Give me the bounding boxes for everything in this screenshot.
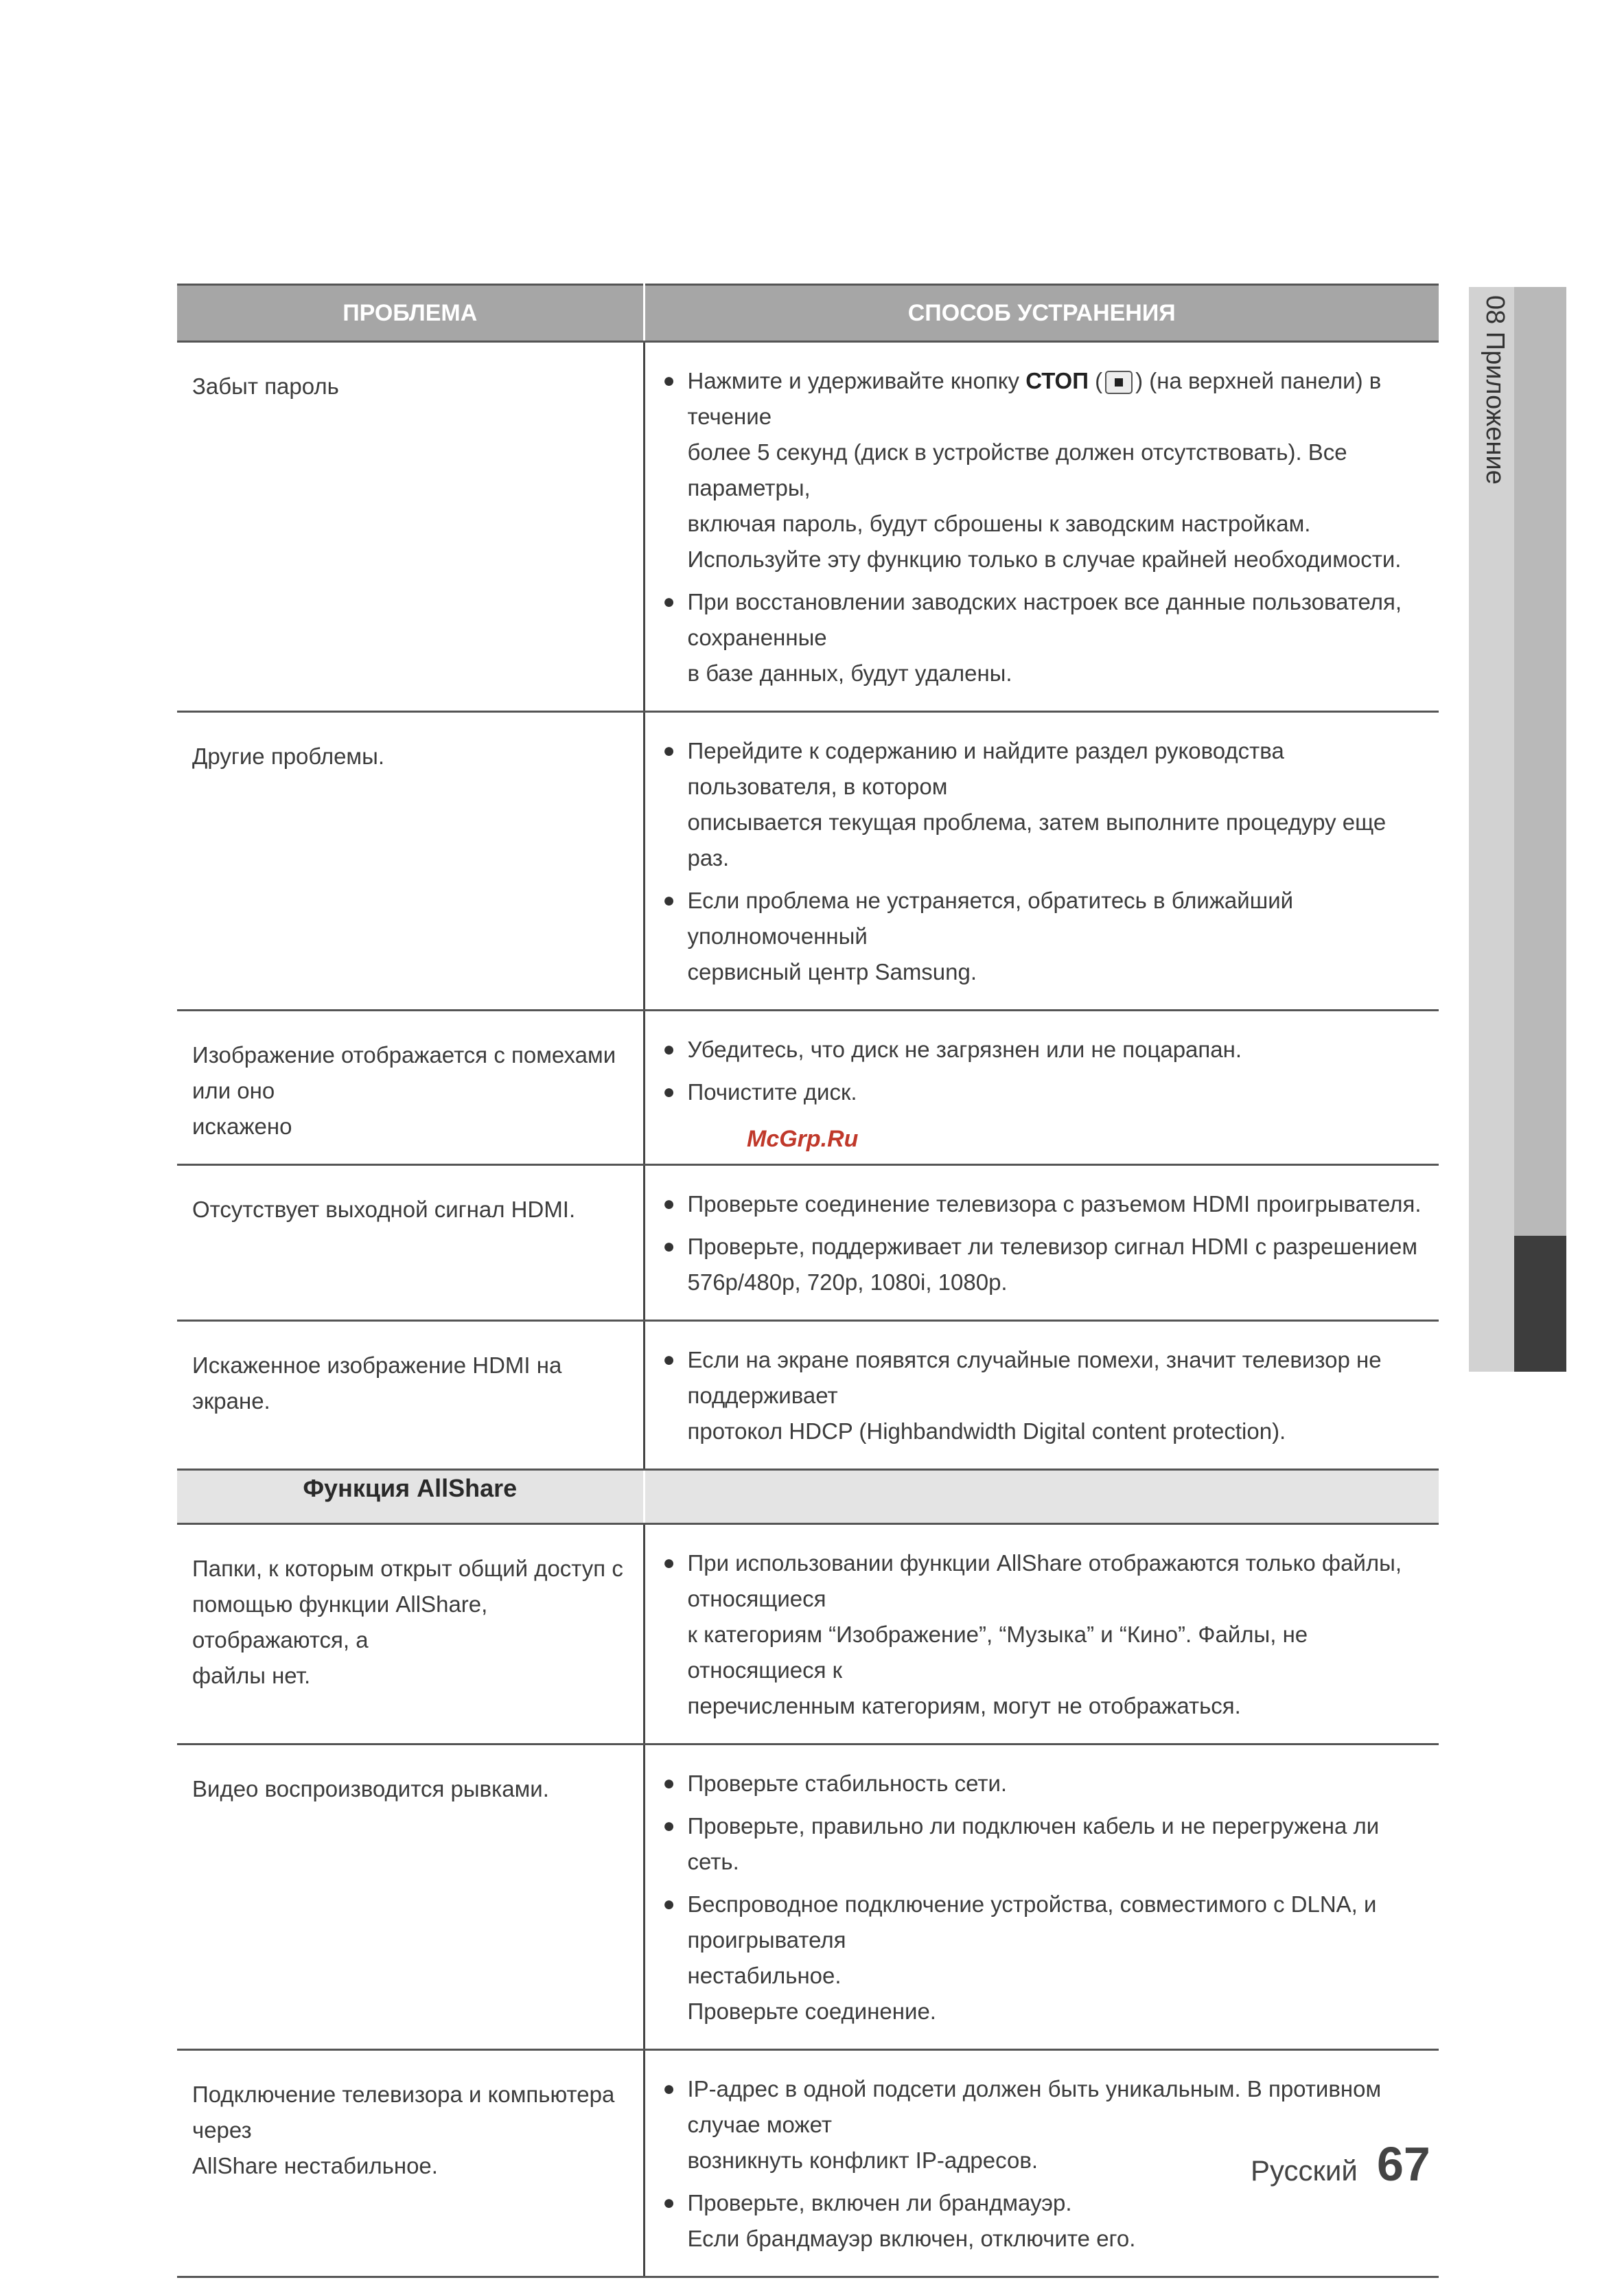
problem-text: Подключение телевизора и компьютера через (192, 2082, 615, 2143)
problem-cell (177, 342, 644, 712)
solution-text: Проверьте соединение. (687, 1999, 936, 2024)
solution-cell (644, 1165, 1439, 1321)
footer-language: Русский (1251, 2154, 1358, 2187)
problem-text: Изображение отображается с помехами или оно (192, 1042, 616, 1103)
solution-list (663, 1186, 1432, 1300)
solution-text: в базе данных, будут удалены. (687, 660, 1012, 686)
table-row (177, 1321, 1439, 1470)
table-row (177, 712, 1439, 1011)
problem-cell (177, 2050, 644, 2277)
solution-item (663, 1074, 1432, 1110)
table-row (177, 1165, 1439, 1321)
bullet-icon: ● (662, 1038, 675, 1061)
bullet-icon: ● (662, 1235, 675, 1258)
solution-text: возникнуть конфликт IP-адресов. (687, 2147, 1039, 2173)
solution-cell (644, 712, 1439, 1011)
problem-text: Искаженное изображение HDMI на экране. (192, 1352, 562, 1414)
solution-cell (644, 1321, 1439, 1470)
solution-text: Нажмите и удерживайте кнопку (687, 368, 1020, 393)
troubleshooting-table-wrapper (177, 284, 1439, 2278)
solution-text: к категориям “Изображение”, “Музыка” и “Кино”. Файлы, не относящиеся к (687, 1622, 1308, 1683)
problem-cell (177, 1524, 644, 1744)
solution-list (663, 733, 1432, 990)
solution-text: перечисленным категориям, могут не отображаться. (687, 1693, 1241, 1718)
bullet-icon: ● (662, 2191, 675, 2214)
solution-cell (644, 1744, 1439, 2050)
solution-text: Используйте эту функцию только в случае крайней необходимости. (687, 546, 1402, 572)
solution-item (663, 733, 1432, 876)
solution-text: При восстановлении заводских настроек все данные пользователя, сохраненные (687, 589, 1402, 650)
solution-item (663, 1229, 1432, 1300)
solution-item (663, 2185, 1432, 2257)
paren-open: ( (1095, 368, 1103, 393)
chapter-tab-marker (1514, 1236, 1566, 1372)
table-body (177, 342, 1439, 2277)
solution-text: Проверьте, включен ли брандмауэр. (687, 2190, 1072, 2215)
solution-text: описывается текущая проблема, затем выполните процедуру еще раз. (687, 809, 1387, 871)
troubleshooting-table (177, 284, 1439, 2278)
solution-text: Почистите диск. (687, 1079, 857, 1105)
solution-text: Перейдите к содержанию и найдите раздел руководства пользователя, в котором (687, 738, 1284, 799)
bullet-icon: ● (662, 590, 675, 613)
problem-text: Видео воспроизводится рывками. (192, 1776, 549, 1801)
solution-item (663, 1808, 1432, 1880)
solution-list (663, 1766, 1432, 2029)
solution-text: нестабильное. (687, 1963, 842, 1988)
solution-list (663, 363, 1432, 691)
problem-text: AllShare нестабильное. (192, 2153, 438, 2178)
problem-text: файлы нет. (192, 1663, 311, 1688)
problem-text: Папки, к которым открыт общий доступ с (192, 1556, 623, 1581)
solution-text: протокол HDCP (Highbandwidth Digital content protection). (687, 1418, 1286, 1444)
solution-text: Проверьте стабильность сети. (687, 1771, 1008, 1796)
watermark: McGrp.Ru (747, 1126, 859, 1152)
solution-text: 576p/480p, 720p, 1080i, 1080p. (687, 1269, 1008, 1295)
solution-text: Проверьте соединение телевизора с разъемом HDMI проигрывателя. (687, 1191, 1422, 1217)
solution-text: Убедитесь, что диск не загрязнен или не поцарапан. (687, 1037, 1242, 1062)
bullet-icon: ● (662, 1552, 675, 1574)
solution-column-header: СПОСОБ УСТРАНЕНИЯ (644, 285, 1439, 342)
problem-cell (177, 1011, 644, 1165)
solution-list (663, 1032, 1432, 1110)
solution-text: сервисный центр Samsung. (687, 959, 977, 984)
bullet-icon: ● (662, 1193, 675, 1215)
solution-text: Проверьте, правильно ли подключен кабель и не перегружена ли сеть. (687, 1813, 1380, 1874)
table-row (177, 1744, 1439, 2050)
solution-text: IP-адрес в одной подсети должен быть уникальным. В противном случае может (687, 2076, 1382, 2137)
solution-text: включая пароль, будут сброшены к заводским настройкам. (687, 511, 1311, 536)
solution-item (663, 1032, 1432, 1068)
bullet-icon: ● (662, 369, 675, 392)
section-header-row (177, 1470, 1439, 1524)
section-spacer (644, 1470, 1439, 1524)
bullet-icon: ● (662, 1772, 675, 1795)
solution-text: Беспроводное подключение устройства, совместимого с DLNA, и проигрывателя (687, 1891, 1377, 1953)
table-row (177, 342, 1439, 712)
problem-cell (177, 1165, 644, 1321)
stop-icon (1105, 371, 1133, 394)
solution-text-suffix: ) (на верхней панели) в течение (687, 368, 1382, 429)
solution-item (663, 1545, 1432, 1724)
bullet-icon: ● (662, 889, 675, 912)
chapter-tab-shade (1514, 287, 1566, 1236)
problem-text: Другие проблемы. (192, 744, 385, 769)
solution-text-with-stop (688, 363, 1432, 435)
solution-item (663, 584, 1432, 691)
problem-column-header: ПРОБЛЕМА (177, 285, 644, 342)
problem-cell (177, 1321, 644, 1470)
solution-item (663, 1186, 1432, 1222)
page-number: 67 (1377, 2137, 1430, 2191)
solution-list (663, 1545, 1432, 1724)
problem-text: помощью функции AllShare, отображаются, а (192, 1591, 488, 1653)
solution-cell (644, 342, 1439, 712)
table-header-row (177, 285, 1439, 342)
stop-button-label: СТОП (1025, 368, 1089, 393)
bullet-icon: ● (662, 1081, 675, 1103)
solution-list (663, 1342, 1432, 1449)
solution-item (663, 1887, 1432, 2029)
solution-item (663, 363, 1432, 577)
solution-item (663, 1342, 1432, 1449)
solution-item (663, 883, 1432, 990)
problem-text: искажено (192, 1114, 292, 1139)
problem-cell (177, 712, 644, 1011)
solution-text: Если брандмауэр включен, отключите его. (687, 2226, 1136, 2251)
bullet-icon: ● (662, 1348, 675, 1371)
solution-text: более 5 секунд (диск в устройстве должен отсутствовать). Все параметры, (687, 439, 1347, 500)
chapter-label: 08 Приложение (1481, 295, 1509, 485)
solution-cell (644, 1524, 1439, 1744)
table-row (177, 2050, 1439, 2277)
solution-text: Проверьте, поддерживает ли телевизор сигнал HDMI с разрешением (687, 1234, 1418, 1259)
solution-text: При использовании функции AllShare отображаются только файлы, относящиеся (687, 1550, 1402, 1611)
table-row (177, 1524, 1439, 1744)
solution-item (663, 1766, 1432, 1801)
bullet-icon: ● (662, 2077, 675, 2100)
problem-text: Отсутствует выходной сигнал HDMI. (192, 1197, 576, 1222)
problem-cell (177, 1744, 644, 2050)
bullet-icon: ● (662, 1815, 675, 1837)
bullet-icon: ● (662, 1893, 675, 1915)
bullet-icon: ● (662, 739, 675, 762)
section-title: Функция AllShare (177, 1470, 644, 1524)
solution-text: Если проблема не устраняется, обратитесь в ближайший уполномоченный (687, 888, 1294, 949)
solution-text: Если на экране появятся случайные помехи, значит телевизор не поддерживает (687, 1347, 1382, 1408)
problem-text: Забыт пароль (192, 373, 339, 399)
